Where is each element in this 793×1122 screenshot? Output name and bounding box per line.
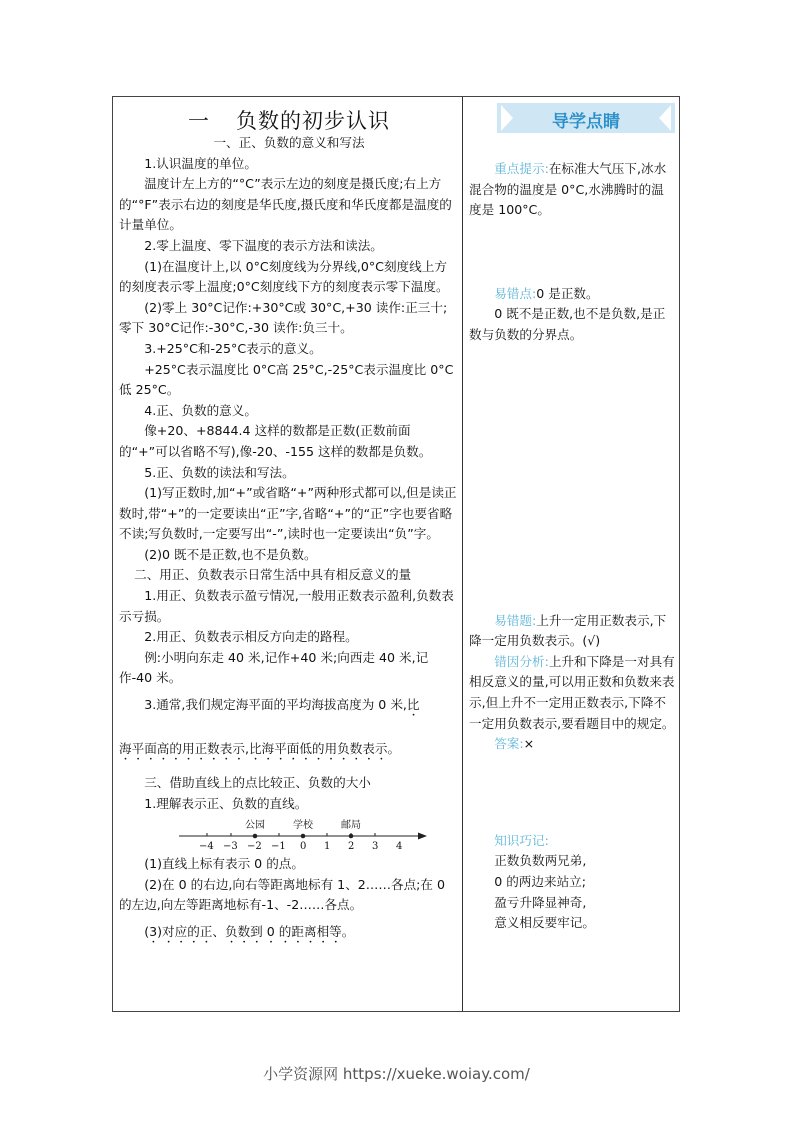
page-title	[119, 105, 459, 133]
error-point-label: 易错点:	[494, 285, 537, 301]
item-3-1-b: (2)在 0 的右边,向右等距离地标有 1、2……各点;在 0 的左边,向左等距离地标有-1、-2……各点。	[119, 876, 446, 913]
error-point	[469, 284, 675, 305]
footer-watermark: 小学资源网 https://xueke.woiay.com/	[263, 1065, 530, 1083]
column-divider	[462, 97, 463, 1011]
answer-value: ×	[523, 736, 535, 752]
item-1-1: 1.认识温度的单位。	[144, 155, 257, 171]
tick-label: −1	[271, 841, 286, 853]
label-school: 学校	[293, 820, 313, 832]
tick-label: 4	[396, 841, 403, 853]
item-1-4-text: 像+20、+8844.4 这样的数都是正数(正数前面的“+”可以省略不写),像-20、-155 这样的数都是负数。	[119, 423, 432, 459]
error-analysis-label: 错因分析:	[494, 653, 549, 669]
label-post-office: 邮局	[341, 820, 361, 832]
key-point-label: 重点提示:	[494, 161, 549, 176]
tick-label: −2	[247, 841, 262, 853]
answer	[469, 734, 675, 755]
error-question	[469, 611, 675, 652]
tick-label: 2	[348, 841, 355, 853]
item-3-1-c-text: (3)对应的正、负数到 0 的距离相等。	[144, 924, 355, 939]
number-line-figure	[177, 814, 427, 854]
tick-label: −4	[199, 841, 214, 853]
item-1-1-text: 温度计左上方的“°C”表示左边的刻度是摄氏度;右上方的“°F”表示右边的刻度是华氏度,摄氏度和华氏度都是温度的计量单位。	[119, 176, 452, 233]
item-1-2-b: (2)零上 30°C记作:+30°C或 30°C,+30 读作:正三十;零下 30°C记作:-30°C,-30 读作:负三十。	[119, 299, 448, 336]
mnemonic-line: 盈亏升降显神奇,	[494, 894, 587, 910]
tick-label: −3	[223, 841, 238, 853]
item-1-3-text: +25°C表示温度比 0°C高 25°C,-25°C表示温度比 0°C低 25°C。	[119, 361, 454, 398]
section-heading-2: 二、用正、负数表示日常生活中具有相反意义的量	[134, 567, 412, 583]
item-1-2-a: (1)在温度计上,以 0°C刻度线为分界线,0°C刻度线上方的刻度表示零上温度;0°C刻度线下方的刻度表示零下温度。	[119, 258, 449, 295]
section-heading-3: 三、借助直线上的点比较正、负数的大小	[144, 775, 371, 791]
chapter-number: 一	[188, 109, 210, 133]
error-analysis	[469, 652, 675, 734]
item-2-1: 1.用正、负数表示盈亏情况,一般用正数表示盈利,负数表示亏损。	[119, 588, 454, 624]
banner-title: 导学点睛	[552, 112, 620, 132]
mnemonic-label: 知识巧记:	[494, 832, 549, 848]
chevron-left-icon	[659, 105, 671, 131]
error-analysis-text: 上升和下降是一对具有相反意义的量,可以用正数和负数来表示,但上升不一定用正数表示,下降不一定用负数表示,要看题目中的规定。	[469, 653, 675, 731]
error-question-label: 易错题:	[494, 612, 537, 628]
tick-label: 0	[300, 841, 307, 853]
error-question-text: 上升一定用正数表示,下降一定用负数表示。(√)	[469, 612, 667, 649]
item-1-3: 3.+25°C和-25°C表示的意义。	[144, 340, 322, 356]
tick-label: 3	[372, 841, 379, 853]
item-1-5-a: (1)写正数时,加“+”或省略“+”两种形式都可以,但是读正数时,带“+”的一定要读出“正”字,省略“+”的“正”字也要省略不读;写负数时,一定要写出“-”,读时也一定要读出“负”字。	[119, 485, 457, 542]
key-point	[469, 159, 675, 221]
answer-label: 答案:	[494, 736, 524, 752]
error-point-text: 0 是正数。	[536, 285, 599, 301]
item-2-2-example: 例:小明向东走 40 米,记作+40 米;向西走 40 米,记作-40 米。	[119, 649, 429, 686]
key-point-text: 在标准大气压下,冰水混合物的温度是 0°C,水沸腾时的温度是 100°C。	[469, 161, 667, 218]
label-park: 公园	[245, 820, 265, 832]
item-2-3-text: 3.通常,我们规定海平面的平均海拔高度为 0 米,	[144, 697, 407, 713]
item-2-3-continued: 海平面高的用正数表示,比海平面低的用负数表示。	[119, 741, 401, 757]
item-3-1-a: (1)直线上标有表示 0 的点。	[144, 856, 304, 872]
error-point-explain: 0 既不是正数,也不是负数,是正数与负数的分界点。	[469, 306, 666, 342]
item-3-1: 1.理解表示正、负数的直线。	[144, 795, 308, 811]
mnemonic-line: 0 的两边来站立;	[494, 873, 587, 889]
item-2-3-emphasis: 比	[406, 697, 420, 713]
content-table	[112, 96, 680, 1012]
item-1-2: 2.零上温度、零下温度的表示方法和读法。	[144, 237, 383, 253]
item-2-2: 2.用正、负数表示相反方向走的路程。	[144, 629, 358, 645]
item-3-1-c	[119, 922, 459, 946]
item-2-3	[119, 695, 459, 719]
mnemonic-line: 正数负数两兄弟,	[494, 853, 587, 869]
item-1-5-b: (2)0 既不是正数,也不是负数。	[144, 546, 317, 562]
item-1-5: 5.正、负数的读法和写法。	[144, 464, 295, 480]
chapter-title: 负数的初步认识	[236, 109, 390, 133]
tick-label: 1	[324, 841, 331, 853]
section-heading-1: 一、正、负数的意义和写法	[213, 135, 365, 150]
guide-column	[469, 97, 675, 934]
item-1-4: 4.正、负数的意义。	[144, 402, 257, 418]
main-column	[119, 97, 459, 946]
mnemonic-line: 意义相反要牢记。	[494, 915, 595, 931]
guide-banner	[497, 103, 675, 133]
